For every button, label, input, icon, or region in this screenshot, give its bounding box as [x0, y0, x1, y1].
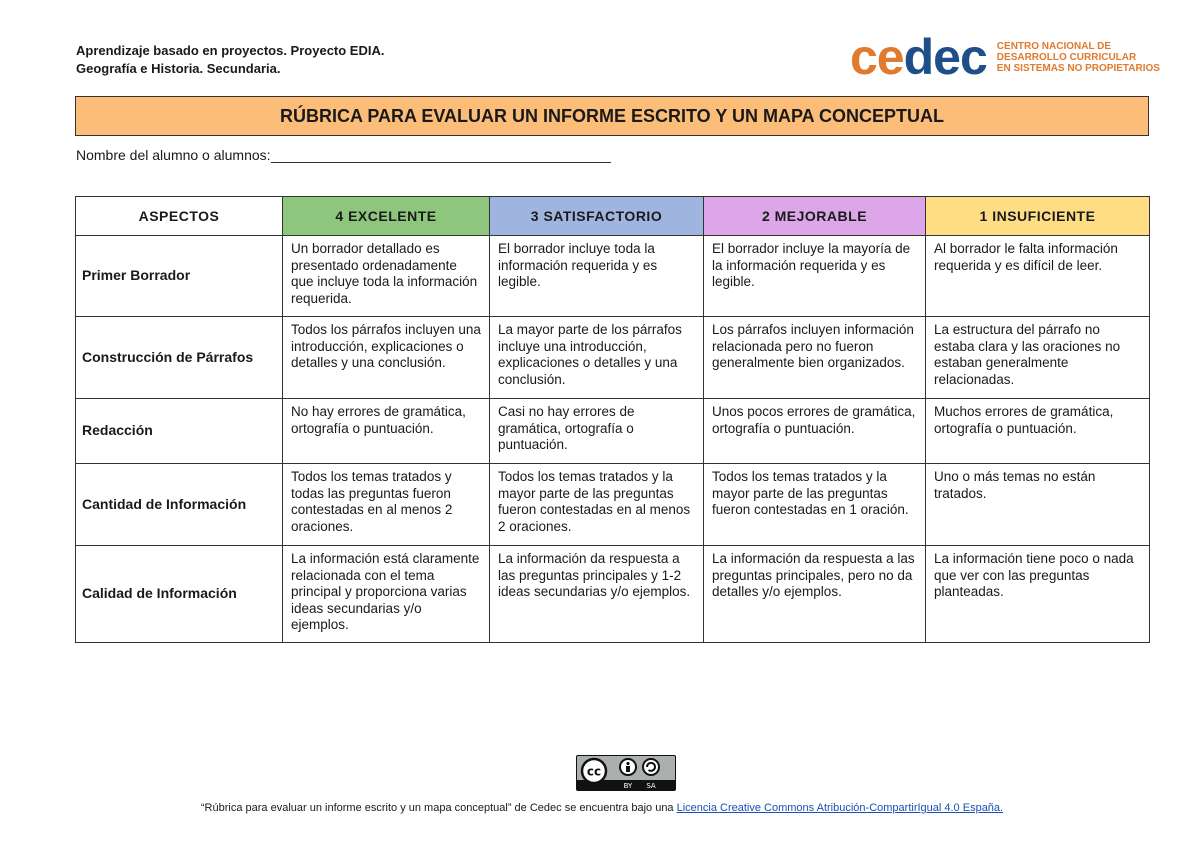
- cc-badge-graphic: [577, 756, 675, 790]
- criteria-cell: Unos pocos errores de gramática, ortografía o puntuación.: [704, 399, 926, 464]
- header-aspectos: ASPECTOS: [76, 197, 283, 236]
- document-header: [76, 42, 384, 78]
- criteria-cell: Un borrador detallado es presentado ordenadamente que incluye toda la información requerida.: [283, 236, 490, 317]
- table-row: [76, 317, 1150, 399]
- cedec-logo: [850, 29, 1160, 85]
- aspect-cell: Redacción: [76, 399, 283, 464]
- table-row: [76, 236, 1150, 317]
- student-name-line: [76, 147, 611, 163]
- cc-license-badge[interactable]: [576, 755, 676, 791]
- criteria-cell: El borrador incluye toda la información requerida y es legible.: [490, 236, 704, 317]
- criteria-cell: Todos los temas tratados y todas las preguntas fueron contestadas en al menos 2 oraciones.: [283, 464, 490, 546]
- rubric-table: [75, 196, 1150, 643]
- aspect-cell: Calidad de Información: [76, 546, 283, 643]
- student-name-blank[interactable]: [271, 148, 611, 163]
- logo-sub-1: CENTRO NACIONAL DE: [996, 40, 1112, 52]
- criteria-cell: Uno o más temas no están tratados.: [926, 464, 1150, 546]
- criteria-cell: Los párrafos incluyen información relacionada pero no fueron generalmente bien organizados.: [704, 317, 926, 399]
- header-row: [76, 197, 1150, 236]
- cc-icon-text: cc: [586, 764, 602, 779]
- table-row: [76, 464, 1150, 546]
- logo-sub-2: DESARROLLO CURRICULAR: [996, 51, 1137, 63]
- criteria-cell: La información da respuesta a las preguntas principales y 1-2 ideas secundarias y/o ejemplos.: [490, 546, 704, 643]
- table-row: [76, 546, 1150, 643]
- logo-sub-3: EN SISTEMAS NO PROPIETARIOS: [996, 62, 1160, 74]
- rubric-title: RÚBRICA PARA EVALUAR UN INFORME ESCRITO Y UN MAPA CONCEPTUAL: [75, 96, 1149, 136]
- sa-icon: [643, 759, 659, 775]
- criteria-cell: Todos los temas tratados y la mayor parte de las preguntas fueron contestadas en 1 oración.: [704, 464, 926, 546]
- aspect-cell: Construcción de Párrafos: [76, 317, 283, 399]
- criteria-cell: Al borrador le falta información requerida y es difícil de leer.: [926, 236, 1150, 317]
- student-name-label: Nombre del alumno o alumnos:: [76, 147, 271, 163]
- criteria-cell: Casi no hay errores de gramática, ortografía o puntuación.: [490, 399, 704, 464]
- header-insuficiente: 1 INSUFICIENTE: [926, 197, 1150, 236]
- header-satisfactorio: 3 SATISFACTORIO: [490, 197, 704, 236]
- aspect-cell: Cantidad de Información: [76, 464, 283, 546]
- criteria-cell: Todos los párrafos incluyen una introducción, explicaciones o detalles y una conclusión.: [283, 317, 490, 399]
- header-line-2: Geografía e Historia. Secundaria.: [76, 61, 281, 76]
- criteria-cell: La información da respuesta a las preguntas principales, pero no da detalles y/o ejemplos.: [704, 546, 926, 643]
- criteria-cell: Todos los temas tratados y la mayor parte de las preguntas fueron contestadas en al menos 2 oraciones.: [490, 464, 704, 546]
- criteria-cell: No hay errores de gramática, ortografía o puntuación.: [283, 399, 490, 464]
- criteria-cell: Muchos errores de gramática, ortografía o puntuación.: [926, 399, 1150, 464]
- criteria-cell: La estructura del párrafo no estaba clara y las oraciones no estaban generalmente relacionadas.: [926, 317, 1150, 399]
- logo-word-part1: ce: [850, 29, 904, 85]
- criteria-cell: La información está claramente relacionada con el tema principal y proporciona varias ideas secundarias y/o ejemplos.: [283, 546, 490, 643]
- criteria-cell: La información tiene poco o nada que ver con las preguntas planteadas.: [926, 546, 1150, 643]
- table-row: [76, 399, 1150, 464]
- header-line-1: Aprendizaje basado en proyectos. Proyecto EDIA.: [76, 43, 385, 58]
- logo-word-part2: dec: [903, 29, 987, 85]
- license-link[interactable]: Licencia Creative Commons Atribución-CompartirIgual 4.0 España.: [676, 802, 1004, 814]
- header-mejorable: 2 MEJORABLE: [704, 197, 926, 236]
- license-footer: [0, 802, 1204, 814]
- logo-subtitle: [997, 41, 1160, 74]
- aspect-cell: Primer Borrador: [76, 236, 283, 317]
- criteria-cell: El borrador incluye la mayoría de la información requerida y es legible.: [704, 236, 926, 317]
- sa-label: SA: [646, 782, 656, 790]
- criteria-cell: La mayor parte de los párrafos incluye una introducción, explicaciones o detalles y una conclusión.: [490, 317, 704, 399]
- footer-text: “Rúbrica para evaluar un informe escrito y un mapa conceptual” de Cedec se encuentra bajo una: [200, 802, 677, 814]
- by-label: BY: [623, 782, 633, 790]
- header-excelente: 4 EXCELENTE: [283, 197, 490, 236]
- cedec-wordmark: [850, 29, 987, 85]
